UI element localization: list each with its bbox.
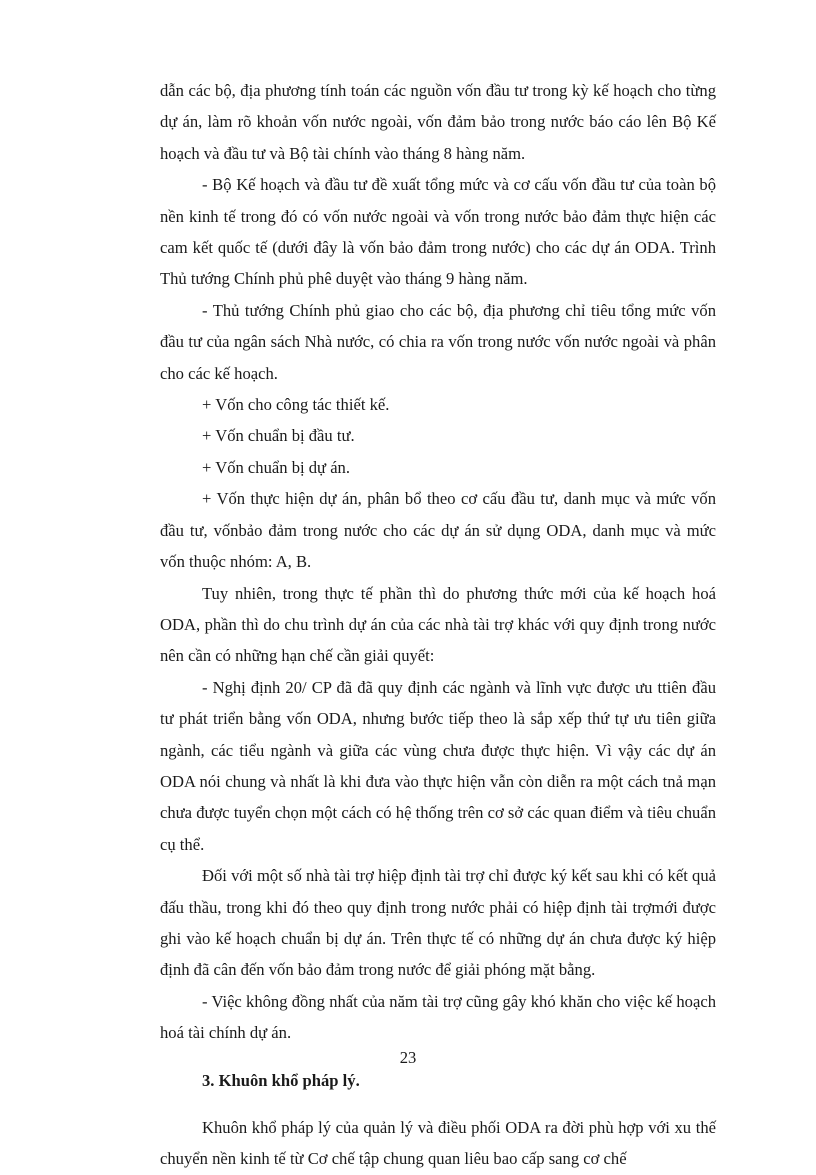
paragraph: - Thủ tướng Chính phủ giao cho các bộ, địa phương chỉ tiêu tổng mức vốn đầu tư của ngân sách Nhà nước, có chia ra vốn trong nước vốn nước ngoài và phân cho các kế hoạch. [160,300,716,383]
list-item: + Vốn chuẩn bị đầu tư. [202,426,355,446]
paragraph: Khuôn khổ pháp lý của quản lý và điều phối ODA ra đời phù hợp với xu thế chuyển nền kinh tế từ Cơ chế tập chung quan liêu bao cấp sang cơ chế [160,1118,716,1169]
paragraph: - Bộ Kế hoạch và đầu tư đề xuất tổng mức và cơ cấu vốn đầu tư của toàn bộ nền kinh tế trong đó có vốn nước ngoài và vốn trong nước bảo đảm thực hiện các cam kết quốc tế (dưới đây là vốn bảo đảm trong nước) cho các dự án ODA. Trình Thủ tướng Chính phủ phê duyệt vào tháng 9 hàng năm. [160,175,716,289]
paragraph: - Nghị định 20/ CP đã đã quy định các ngành và lĩnh vực được ưu ttiên đầu tư phát triển bằng vốn ODA, nhưng bước tiếp theo là sắp xếp thứ tự ưu tiên giữa ngành, các tiểu ngành và giữa các vùng chưa được thực hiện. Vì vậy các dự án ODA nói chung và nhất là khi đưa vào thực hiện vẫn còn diễn ra một cách tnả mạn chưa được tuyển chọn một cách có hệ thống trên cơ sở các quan điểm và tiêu chuẩn cụ thể. [160,677,716,854]
page-number: 23 [399,1048,417,1067]
paragraph-continuation: dẫn các bộ, địa phương tính toán các nguồn vốn đầu tư trong kỳ kế hoạch cho từng dự án, làm rõ khoản vốn nước ngoài, vốn đảm bảo trong nước báo cáo lên Bộ Kế hoạch và đầu tư và Bộ tài chính vào tháng 8 hàng năm. [160,81,716,163]
section-heading: 3. Khuôn khổ pháp lý. [202,1070,360,1090]
list-item: + Vốn cho công tác thiết kế. [202,395,390,415]
paragraph: - Việc không đồng nhất của năm tài trợ cũng gây khó khăn cho việc kế hoạch hoá tài chính dự án. [160,991,716,1043]
list-item: + Vốn chuẩn bị dự án. [202,457,351,477]
list-item: + Vốn thực hiện dự án, phân bổ theo cơ cấu đầu tư, danh mục và mức vốn đầu tư, vốnbảo đảm trong nước cho các dự án sử dụng ODA, danh mục và mức vốn thuộc nhóm: A, B. [160,489,716,572]
document-body [160,75,716,1175]
paragraph: Tuy nhiên, trong thực tế phần thì do phương thức mới của kế hoạch hoá ODA, phần thì do chu trình dự án của các nhà tài trợ khác với quy định trong nước nên cần có những hạn chế cần giải quyết: [160,583,716,666]
paragraph: Đối với một số nhà tài trợ hiệp định tài trợ chỉ được ký kết sau khi có kết quả đấu thầu, trong khi đó theo quy định trong nước phải có hiệp định tài trợmới được ghi vào kế hoạch chuẩn bị dự án. Trên thực tế có những dự án chưa được ký hiệp định đã cân đến vốn bảo đảm trong nước để giải phóng mặt bằng. [160,866,716,980]
